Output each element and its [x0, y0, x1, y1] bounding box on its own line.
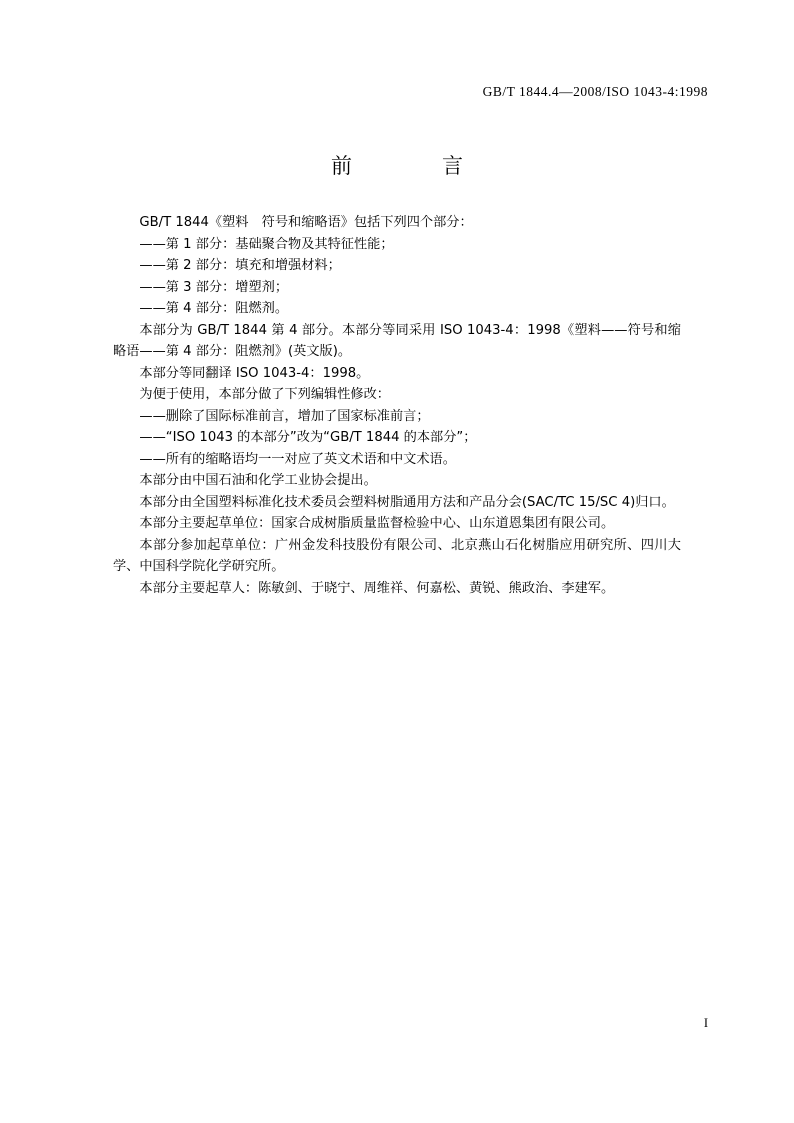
paragraph: 本部分为 GB/T 1844 第 4 部分。本部分等同采用 ISO 1043-4：1998《塑料——符号和缩略语——第 4 部分：阻燃剂》(英文版)。: [113, 322, 681, 359]
paragraph: 本部分参加起草单位：广州金发科技股份有限公司、北京燕山石化树脂应用研究所、四川大学、中国科学院化学研究所。: [113, 537, 681, 574]
paragraph: ——删除了国际标准前言，增加了国家标准前言；: [139, 408, 430, 424]
paragraph: ——第 4 部分：阻燃剂。: [139, 301, 289, 316]
standard-code-header: GB/T 1844.4—2008/ISO 1043-4:1998: [482, 84, 708, 99]
paragraph: 本部分等同翻译 ISO 1043-4：1998。: [139, 365, 370, 381]
paragraph: ——“ISO 1043 的本部分”改为“GB/T 1844 的本部分”；: [139, 430, 477, 445]
page-title: 前 言: [331, 154, 479, 178]
paragraph: 为便于使用，本部分做了下列编辑性修改：: [139, 387, 390, 402]
paragraph: 本部分由全国塑料标准化技术委员会塑料树脂通用方法和产品分会(SAC/TC 15/SC 4)归口。: [139, 494, 675, 510]
paragraph: ——第 3 部分：增塑剂；: [139, 279, 289, 295]
paragraph: ——所有的缩略语均一一对应了英文术语和中文术语。: [139, 451, 456, 467]
paragraph: ——第 2 部分：填充和增强材料；: [139, 258, 341, 273]
foreword-body: [113, 212, 681, 599]
paragraph: 本部分主要起草人：陈敏剑、于晓宁、周维祥、何嘉松、黄锐、熊政治、李建军。: [139, 580, 615, 596]
paragraph: 本部分由中国石油和化学工业协会提出。: [139, 473, 377, 488]
page-number: I: [703, 1016, 708, 1030]
paragraph: ——第 1 部分：基础聚合物及其特征性能；: [139, 236, 394, 252]
paragraph: GB/T 1844《塑料 符号和缩略语》包括下列四个部分：: [139, 215, 473, 230]
paragraph: 本部分主要起草单位：国家合成树脂质量监督检验中心、山东道恩集团有限公司。: [139, 516, 615, 531]
